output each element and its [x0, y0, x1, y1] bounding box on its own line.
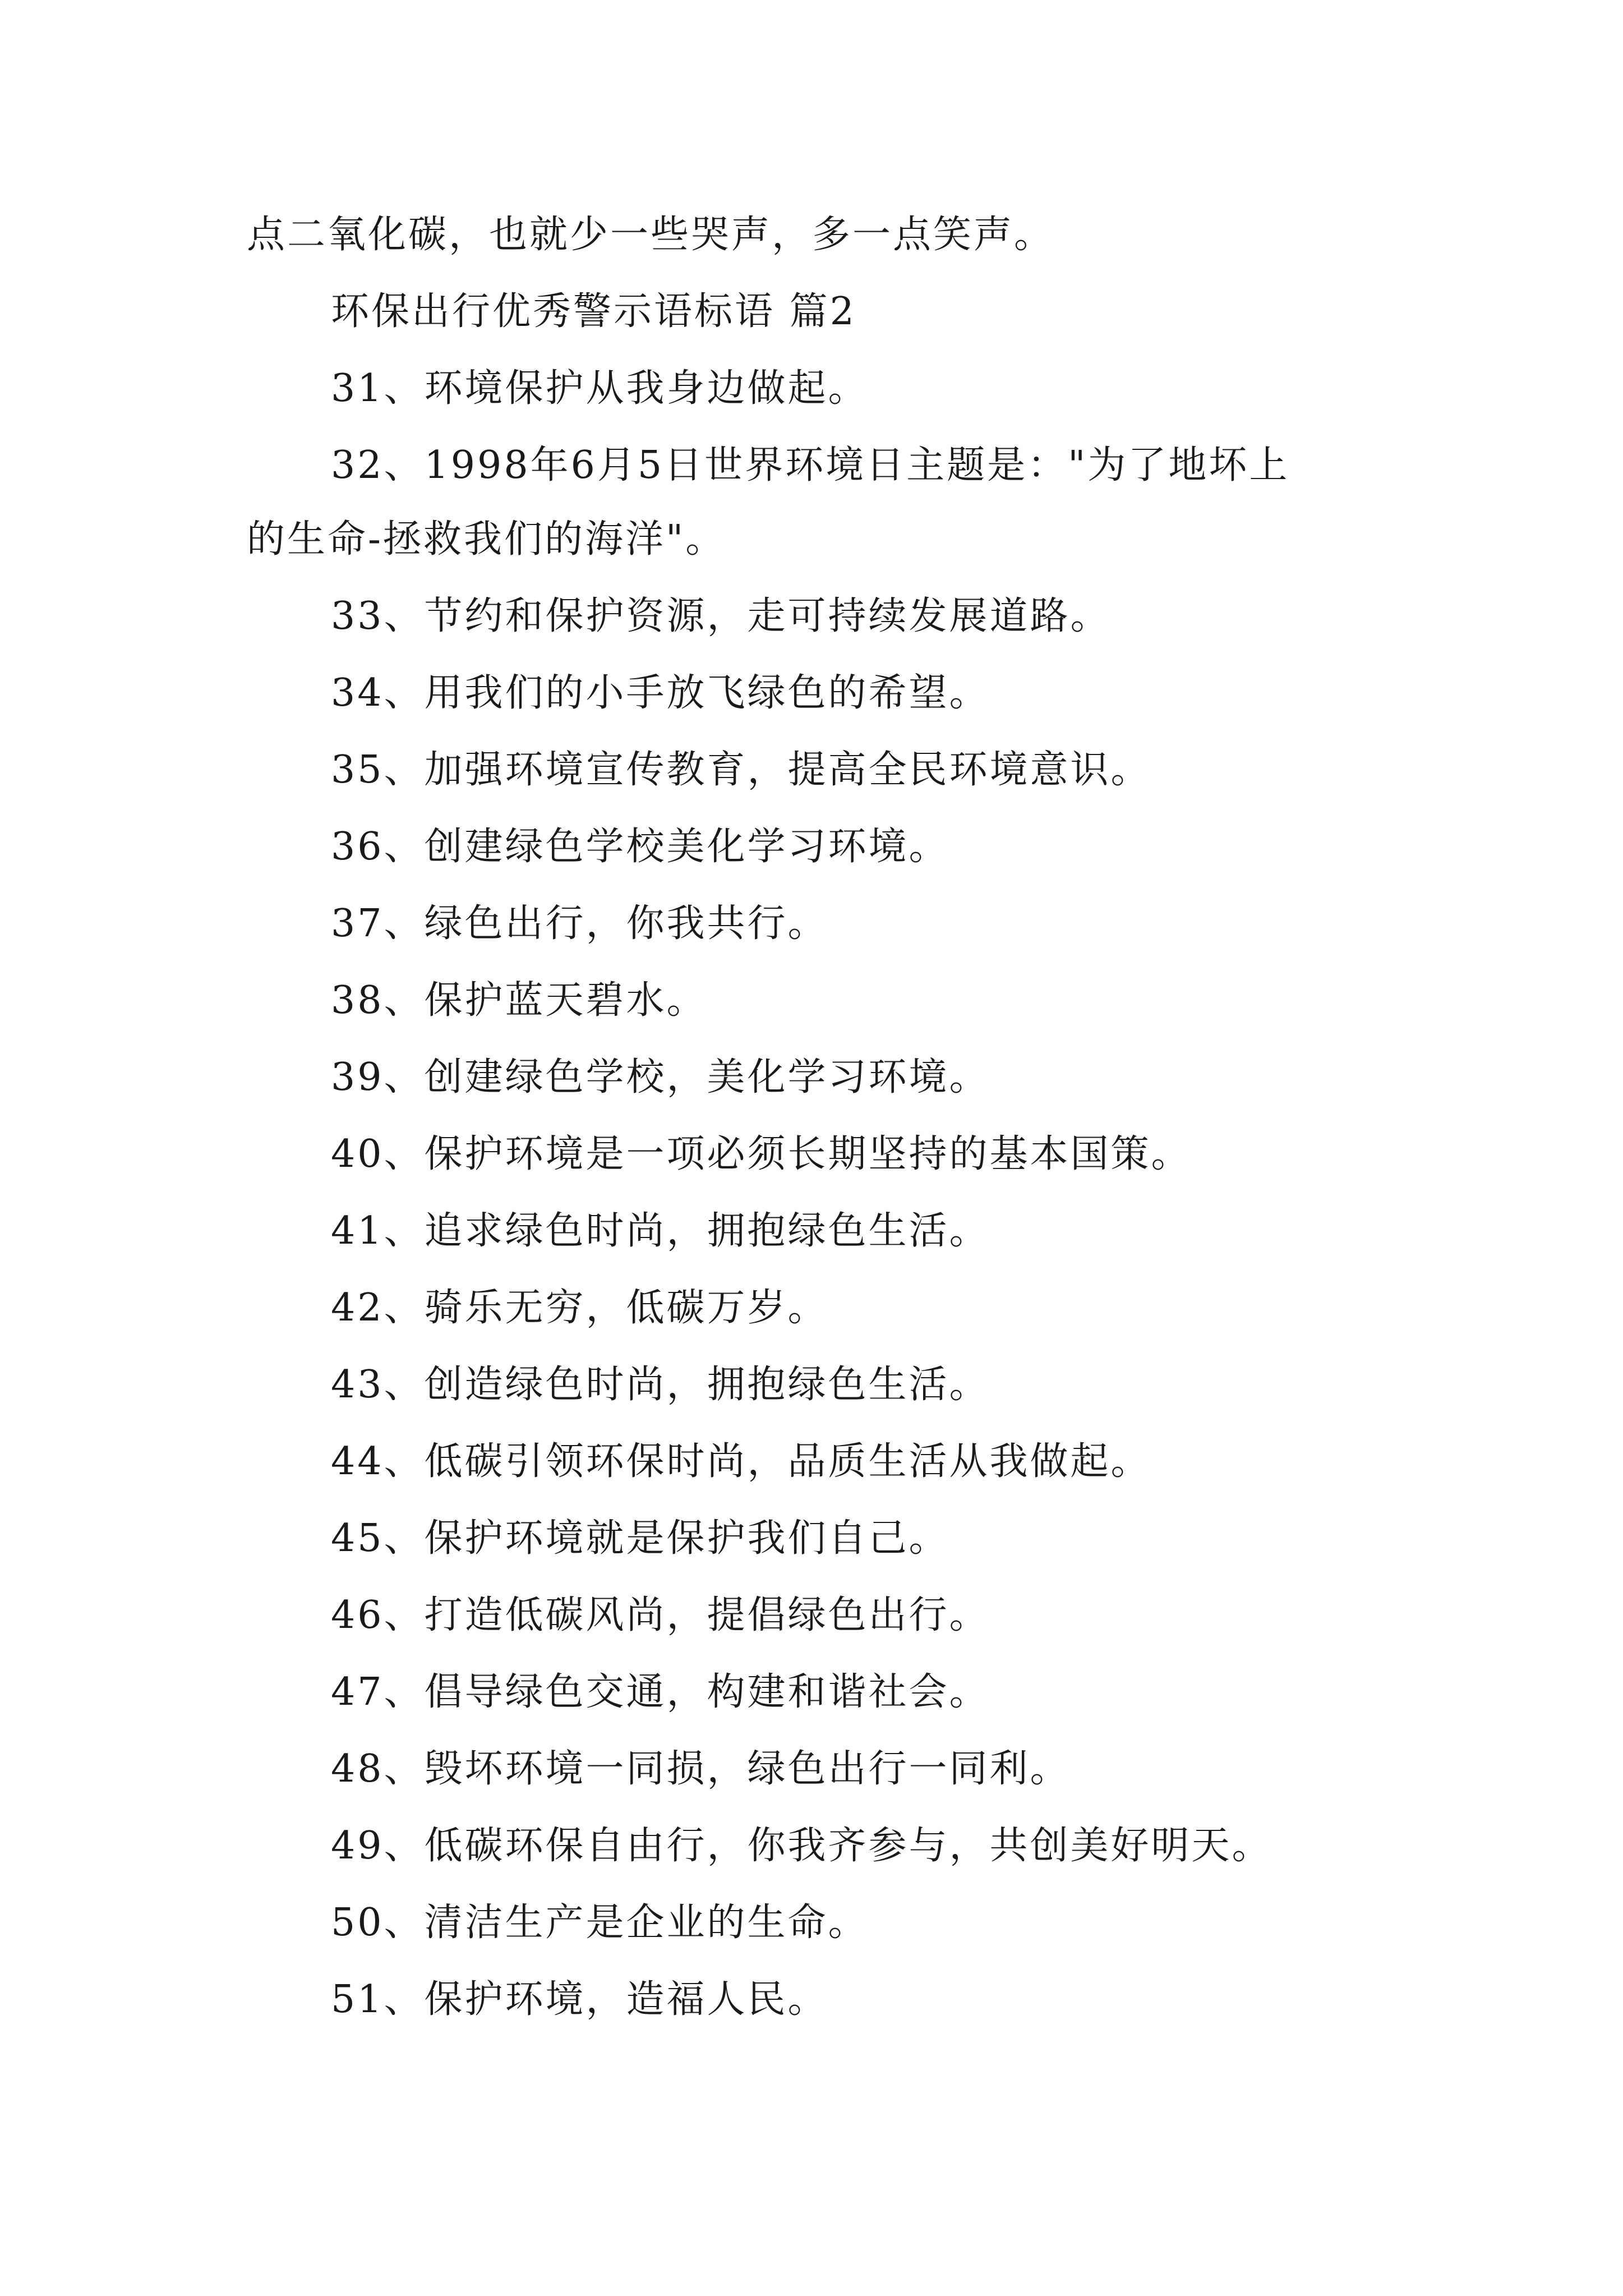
slogan-item-51: 51、保护环境，造福人民。 — [331, 1977, 828, 2022]
slogan-item-44: 44、低碳引领环保时尚，品质生活从我做起。 — [331, 1439, 1151, 1484]
slogan-item-37: 37、绿色出行，你我共行。 — [331, 901, 828, 946]
slogan-item-39: 39、创建绿色学校，美化学习环境。 — [331, 1055, 990, 1099]
slogan-item-46: 46、打造低碳风尚，提倡绿色出行。 — [331, 1593, 990, 1637]
document-body — [247, 213, 1396, 2022]
slogan-item-32: 32、1998年6月5日世界环境日主题是："为了地坏上 — [331, 443, 1290, 487]
paragraph-continuation: 点二氧化碳，也就少一些哭声，多一点笑声。 — [247, 213, 1055, 257]
slogan-item-48: 48、毁坏环境一同损，绿色出行一同利。 — [331, 1747, 1071, 1791]
slogan-item-32-continuation: 的生命-拯救我们的海洋"。 — [247, 517, 726, 562]
slogan-item-45: 45、保护环境就是保护我们自己。 — [331, 1516, 949, 1561]
slogan-item-47: 47、倡导绿色交通，构建和谐社会。 — [331, 1670, 990, 1714]
section-heading: 环保出行优秀警示语标语 篇2 — [331, 289, 856, 334]
slogan-item-33: 33、节约和保护资源，走可持续发展道路。 — [331, 594, 1111, 638]
slogan-item-35: 35、加强环境宣传教育，提高全民环境意识。 — [331, 748, 1151, 792]
slogan-item-36: 36、创建绿色学校美化学习环境。 — [331, 825, 949, 869]
slogan-item-38: 38、保护蓝天碧水。 — [331, 978, 707, 1023]
slogan-item-34: 34、用我们的小手放飞绿色的希望。 — [331, 671, 990, 715]
slogan-item-40: 40、保护环境是一项必须长期坚持的基本国策。 — [331, 1132, 1192, 1176]
slogan-item-41: 41、追求绿色时尚，拥抱绿色生活。 — [331, 1209, 990, 1253]
slogan-item-49: 49、低碳环保自由行，你我齐参与，共创美好明天。 — [331, 1824, 1272, 1868]
slogan-item-42: 42、骑乐无穷，低碳万岁。 — [331, 1286, 828, 1330]
slogan-item-43: 43、创造绿色时尚，拥抱绿色生活。 — [331, 1363, 990, 1407]
slogan-item-50: 50、清洁生产是企业的生命。 — [331, 1901, 869, 1945]
slogan-item-31: 31、环境保护从我身边做起。 — [331, 366, 869, 411]
